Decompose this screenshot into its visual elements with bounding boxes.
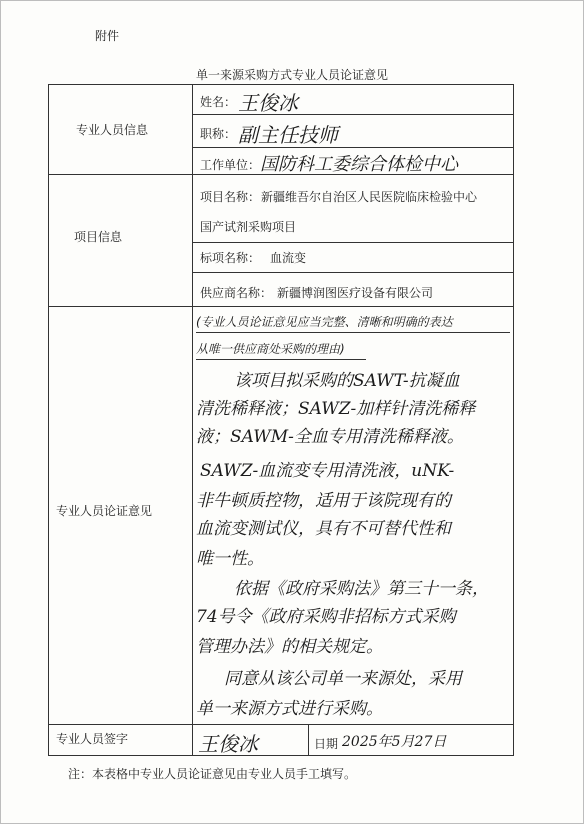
- footer-note: 注：本表格中专业人员论证意见由专业人员手工填写。: [68, 767, 357, 781]
- supplier-value: 新疆博润图医疗设备有限公司: [277, 286, 434, 300]
- instruction-underline-2: [196, 359, 366, 360]
- name-label: 姓名：: [200, 95, 237, 109]
- employer-handwritten: 国防科工委综合体检中心: [260, 154, 458, 175]
- line-lot-name: [192, 272, 514, 273]
- line-project-name: [192, 242, 514, 243]
- project-name-label: 项目名称：: [200, 190, 261, 204]
- date-handwritten: 2025年5月27日: [342, 734, 447, 750]
- row-divider-opinion: [48, 724, 514, 725]
- signature-handwritten: 王俊冰: [198, 732, 258, 756]
- job-title-handwritten: 副主任技师: [238, 123, 338, 147]
- opinion-line: 清洗稀释液；SAWZ-加样针清洗稀释: [196, 399, 476, 419]
- opinion-line: 单一来源方式进行采购。: [196, 699, 383, 719]
- column-divider: [192, 84, 193, 756]
- opinion-line: SAWZ-血流变专用清洗液，uNK-: [200, 461, 455, 481]
- date-label: 日期: [314, 737, 339, 751]
- opinion-line: 唯一性。: [196, 549, 264, 569]
- name-handwritten: 王俊冰: [238, 91, 298, 115]
- signature-date-divider: [308, 724, 309, 756]
- opinion-line: 同意从该公司单一来源处，采用: [224, 669, 462, 689]
- opinion-line: 74号令《政府采购非招标方式采购: [196, 607, 456, 627]
- job-title-label: 职称：: [200, 127, 237, 141]
- expert-info-label: 专业人员信息: [76, 123, 149, 137]
- signature-label: 专业人员签字: [56, 732, 129, 746]
- opinion-line: 管理办法》的相关规定。: [196, 637, 383, 657]
- supplier-label: 供应商名称：: [200, 286, 273, 300]
- project-name-line2: 国产试剂采购项目: [200, 220, 297, 234]
- opinion-line: 该项目拟采购的SAWT-抗凝血: [234, 371, 460, 391]
- row-divider-project: [48, 306, 514, 307]
- opinion-line: 依据《政府采购法》第三十一条，: [234, 579, 489, 599]
- form-title: 单一来源采购方式专业人员论证意见: [195, 68, 388, 82]
- lot-name-label: 标项名称：: [200, 251, 261, 265]
- opinion-line: 血流变测试仪，具有不可替代性和: [196, 519, 451, 539]
- attachment-label: 附件: [95, 29, 120, 43]
- opinion-line: 液；SAWM-全血专用清洗稀释液。: [196, 427, 464, 447]
- instruction-underline-1: [196, 332, 510, 333]
- lot-name-value: 血流变: [270, 251, 307, 265]
- project-name-line1: 新疆维吾尔自治区人民医院临床检验中心: [261, 190, 478, 204]
- form-table: [48, 84, 514, 756]
- employer-label: 工作单位：: [200, 158, 261, 172]
- opinion-line: 非牛顿质控物，适用于该院现有的: [196, 491, 451, 511]
- opinion-instruction-line2: 从唯一供应商处采购的理由): [196, 342, 345, 356]
- opinion-instruction-line1: (专业人员论证意见应当完整、清晰和明确的表达: [196, 315, 453, 329]
- opinion-label: 专业人员论证意见: [56, 504, 153, 518]
- project-info-label: 项目信息: [74, 230, 123, 244]
